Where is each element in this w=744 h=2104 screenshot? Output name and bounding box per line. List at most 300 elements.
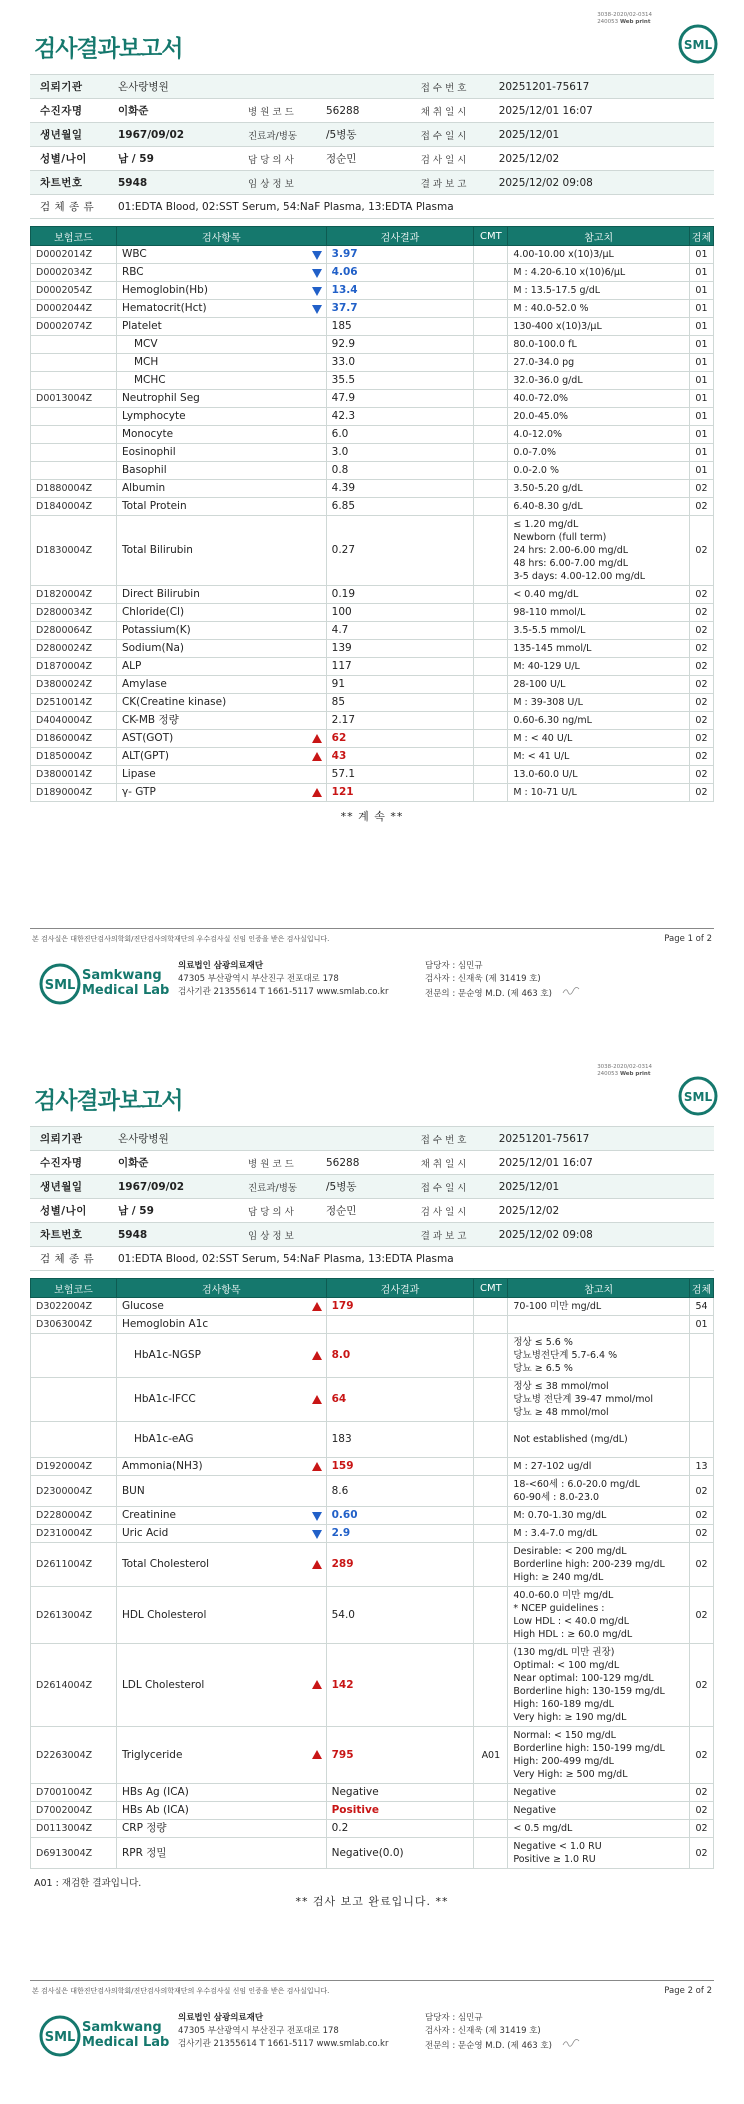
info-chart-label: 차트번호 <box>30 1223 112 1247</box>
insurance-code: D0113004Z <box>31 1820 117 1838</box>
result-value: 64 <box>326 1378 474 1422</box>
result-value: 121 <box>326 784 474 802</box>
table-row <box>31 480 714 498</box>
header-specimen: 검체 <box>689 1279 713 1298</box>
test-item-cell <box>116 498 326 516</box>
insurance-code <box>31 462 117 480</box>
table-row <box>31 658 714 676</box>
table-row <box>31 694 714 712</box>
info-hospcode-label: 병 원 코 드 <box>242 99 320 123</box>
table-row <box>31 1543 714 1587</box>
table-row <box>31 712 714 730</box>
insurance-code: D1840004Z <box>31 498 117 516</box>
test-item-cell <box>116 516 326 586</box>
test-item-cell <box>116 1644 326 1727</box>
staff-specialist-row <box>425 2038 580 2053</box>
result-value: 91 <box>326 676 474 694</box>
test-item-name: Ammonia(NH3) <box>121 1460 203 1472</box>
comment-code <box>474 676 508 694</box>
svg-text:SML: SML <box>44 978 76 993</box>
test-item-name: Total Cholesterol <box>121 1558 210 1570</box>
result-value: 0.60 <box>326 1507 474 1525</box>
test-item-name: RPR 정밀 <box>121 1846 167 1859</box>
insurance-code: D0002014Z <box>31 246 117 264</box>
info-org-value: 온사랑병원 <box>112 75 415 99</box>
info-hospcode-value: 56288 <box>320 1151 415 1175</box>
test-item-cell <box>116 1507 326 1525</box>
test-item-name: Hematocrit(Hct) <box>121 302 207 314</box>
test-item-name: CK(Creatine kinase) <box>121 696 227 708</box>
test-item-name: ALP <box>121 660 142 672</box>
info-clinical-value <box>320 171 415 195</box>
test-item-cell <box>116 462 326 480</box>
test-item-name: ALT(GPT) <box>121 750 170 762</box>
test-item-name: Amylase <box>121 678 167 690</box>
specimen-code: 02 <box>689 1838 713 1869</box>
info-row <box>30 123 714 147</box>
test-item-name: MCV <box>133 338 158 350</box>
info-doctor-label: 담 당 의 사 <box>242 1199 320 1223</box>
reference-range: 정상 ≤ 5.6 % 당뇨병전단계 5.7-6.4 % 당뇨 ≥ 6.5 % <box>508 1334 690 1378</box>
result-value: 795 <box>326 1727 474 1784</box>
reference-range: 3.5-5.5 mmol/L <box>508 622 690 640</box>
comment-code <box>474 622 508 640</box>
info-dob-label: 생년월일 <box>30 123 112 147</box>
test-item-name: Direct Bilirubin <box>121 588 200 600</box>
table-row <box>31 1784 714 1802</box>
comment-code <box>474 318 508 336</box>
comment-code <box>474 766 508 784</box>
test-item-name: Potassium(K) <box>121 624 191 636</box>
info-recvdate-value: 2025/12/01 <box>493 1175 714 1199</box>
stamp-line <box>597 19 652 26</box>
high-flag-triangle-icon <box>312 752 322 761</box>
footer-address <box>178 960 388 999</box>
info-sexage-value: 남 / 59 <box>112 1199 242 1223</box>
comment-code <box>474 1476 508 1507</box>
table-row <box>31 784 714 802</box>
test-item-name: AST(GOT) <box>121 732 174 744</box>
insurance-code <box>31 336 117 354</box>
test-item-name: Hemoglobin A1c <box>121 1318 209 1330</box>
info-row <box>30 99 714 123</box>
reference-range: M : 13.5-17.5 g/dL <box>508 282 690 300</box>
reference-range: (130 mg/dL 미만 권장) Optimal: < 100 mg/dL Near optimal: 100-129 mg/dL Borderline high: 130-159 mg/dL High: 160-189 mg/dL Very high: ≥ 190 mg/dL <box>508 1644 690 1727</box>
test-item-cell <box>116 390 326 408</box>
low-flag-triangle-icon <box>312 251 322 260</box>
stamp-code: 3038-2020/02-0314 <box>597 12 652 18</box>
info-patient-label: 수진자명 <box>30 1151 112 1175</box>
stamp-number: 240053 <box>597 19 619 25</box>
test-item-cell <box>116 586 326 604</box>
test-item-cell <box>116 1458 326 1476</box>
reference-range: 28-100 U/L <box>508 676 690 694</box>
specimen-code: 01 <box>689 282 713 300</box>
stamp-code: 3038-2020/02-0314 <box>597 1064 652 1070</box>
insurance-code: D2800034Z <box>31 604 117 622</box>
header-test-item: 검사항목 <box>116 227 326 246</box>
specimen-code: 01 <box>689 318 713 336</box>
table-row <box>31 246 714 264</box>
info-row <box>30 1151 714 1175</box>
comment-code <box>474 658 508 676</box>
test-item-cell <box>116 246 326 264</box>
test-item-name: RBC <box>121 266 144 278</box>
high-flag-triangle-icon <box>312 1351 322 1360</box>
reference-range: M : 10-71 U/L <box>508 784 690 802</box>
info-dept-label: 진료과/병동 <box>242 1175 320 1199</box>
comment-code <box>474 372 508 390</box>
info-recvdate-label: 접 수 일 시 <box>415 1175 493 1199</box>
specimen-code: 01 <box>689 1316 713 1334</box>
info-specimen-label: 검 체 종 류 <box>30 1247 112 1271</box>
insurance-code: D7001004Z <box>31 1784 117 1802</box>
reference-range: Negative <box>508 1784 690 1802</box>
insurance-code: D2310004Z <box>31 1525 117 1543</box>
reference-range: 70-100 미만 mg/dL <box>508 1298 690 1316</box>
test-item-name: Eosinophil <box>121 446 176 458</box>
test-item-cell <box>116 282 326 300</box>
comment-note: A01 : 재검한 결과입니다. <box>34 1878 142 1889</box>
test-item-name: Lipase <box>121 768 156 780</box>
sml-logo-icon <box>678 24 718 64</box>
high-flag-triangle-icon <box>312 788 322 797</box>
specimen-code: 02 <box>689 516 713 586</box>
specimen-code: 02 <box>689 1543 713 1587</box>
test-item-name: γ- GTP <box>121 786 156 798</box>
comment-code <box>474 1587 508 1644</box>
result-value: 2.17 <box>326 712 474 730</box>
test-item-cell <box>116 480 326 498</box>
signature-mark-icon <box>562 986 580 1000</box>
insurance-code <box>31 444 117 462</box>
result-value: 4.7 <box>326 622 474 640</box>
reference-range: 0.0-7.0% <box>508 444 690 462</box>
comment-code <box>474 640 508 658</box>
test-item-name: HBs Ag (ICA) <box>121 1786 189 1798</box>
header-insurance-code: 보험코드 <box>31 227 117 246</box>
result-value: Negative(0.0) <box>326 1838 474 1869</box>
info-reportdate-value: 2025/12/02 09:08 <box>493 1223 714 1247</box>
table-row <box>31 1476 714 1507</box>
reference-range: 135-145 mmol/L <box>508 640 690 658</box>
comment-code <box>474 730 508 748</box>
footer-address <box>178 2012 388 2051</box>
staff-specialist: 전문의 : 문순영 M.D. (제 463 호) <box>425 2041 552 2051</box>
test-item-name: Glucose <box>121 1300 164 1312</box>
foundation-name: 의료법인 삼광의료재단 <box>178 2013 264 2023</box>
staff-specialist: 전문의 : 문순영 M.D. (제 463 호) <box>425 989 552 999</box>
info-row <box>30 1223 714 1247</box>
test-item-cell <box>116 264 326 282</box>
result-value: 289 <box>326 1543 474 1587</box>
info-testdate-label: 검 사 일 시 <box>415 147 493 171</box>
info-testdate-value: 2025/12/02 <box>493 147 714 171</box>
header-result: 검사결과 <box>326 227 474 246</box>
info-dept-value: /5병동 <box>320 1175 415 1199</box>
footer-divider <box>30 928 714 929</box>
test-item-name: BUN <box>121 1484 145 1497</box>
reference-range: Negative < 1.0 RU Positive ≥ 1.0 RU <box>508 1838 690 1869</box>
table-row <box>31 748 714 766</box>
reference-range: 3.50-5.20 g/dL <box>508 480 690 498</box>
reference-range <box>508 1316 690 1334</box>
table-row <box>31 730 714 748</box>
comment-code <box>474 444 508 462</box>
specimen-code: 02 <box>689 1644 713 1727</box>
accreditation-notice: 본 검사실은 대한진단검사의학회/진단검사의학재단의 우수검사실 신임 인증을 받은 검사실입니다. <box>32 1987 330 1995</box>
samkwang-logo-text <box>82 968 169 998</box>
insurance-code: D2300004Z <box>31 1476 117 1507</box>
info-recvdate-label: 접 수 일 시 <box>415 123 493 147</box>
test-item-cell <box>116 640 326 658</box>
insurance-code: D3022004Z <box>31 1298 117 1316</box>
reference-range: M: 40-129 U/L <box>508 658 690 676</box>
info-testdate-label: 검 사 일 시 <box>415 1199 493 1223</box>
contact-line: 검사기관 21355614 T 1661-5117 www.smlab.co.kr <box>178 987 389 997</box>
insurance-code: D0002054Z <box>31 282 117 300</box>
insurance-code: D1880004Z <box>31 480 117 498</box>
reference-range: 18-<60세 : 6.0-20.0 mg/dL 60-90세 : 8.0-23.0 <box>508 1476 690 1507</box>
high-flag-triangle-icon <box>312 1395 322 1404</box>
comment-code <box>474 264 508 282</box>
test-item-cell <box>116 372 326 390</box>
test-item-name: Creatinine <box>121 1509 176 1521</box>
info-row <box>30 1199 714 1223</box>
low-flag-triangle-icon <box>312 1530 322 1539</box>
header-test-item: 검사항목 <box>116 1279 326 1298</box>
result-value <box>326 1316 474 1334</box>
reference-range: 0.60-6.30 ng/mL <box>508 712 690 730</box>
test-item-cell <box>116 300 326 318</box>
footer-staff <box>425 960 580 1001</box>
insurance-code: D3063004Z <box>31 1316 117 1334</box>
results-header-row <box>31 1279 714 1298</box>
reference-range: Desirable: < 200 mg/dL Borderline high: 200-239 mg/dL High: ≥ 240 mg/dL <box>508 1543 690 1587</box>
report-page-2 <box>0 1052 744 2104</box>
result-value: Positive <box>326 1802 474 1820</box>
table-row <box>31 1644 714 1727</box>
results-table <box>30 226 714 802</box>
specimen-code: 01 <box>689 408 713 426</box>
result-value: 100 <box>326 604 474 622</box>
info-collect-label: 채 취 일 시 <box>415 99 493 123</box>
test-item-cell <box>116 408 326 426</box>
specimen-code <box>689 1334 713 1378</box>
table-row <box>31 1298 714 1316</box>
test-item-cell <box>116 766 326 784</box>
insurance-code: D1890004Z <box>31 784 117 802</box>
result-value: 6.85 <box>326 498 474 516</box>
insurance-code <box>31 1334 117 1378</box>
result-value: 0.27 <box>326 516 474 586</box>
reference-range: 4.00-10.00 x(10)3/μL <box>508 246 690 264</box>
specimen-code: 01 <box>689 390 713 408</box>
info-doctor-value: 정순민 <box>320 147 415 171</box>
test-item-cell <box>116 1298 326 1316</box>
result-value: 47.9 <box>326 390 474 408</box>
specimen-code: 01 <box>689 372 713 390</box>
footer-divider <box>30 1980 714 1981</box>
test-item-name: HbA1c-NGSP <box>133 1349 201 1361</box>
test-item-cell <box>116 622 326 640</box>
stamp-line <box>597 1071 652 1078</box>
info-doctor-label: 담 당 의 사 <box>242 147 320 171</box>
svg-text:SML: SML <box>683 1090 713 1104</box>
reference-range: M: < 41 U/L <box>508 748 690 766</box>
test-item-name: MCH <box>133 356 159 368</box>
comment-code <box>474 1784 508 1802</box>
test-item-name: Platelet <box>121 320 162 332</box>
high-flag-triangle-icon <box>312 1750 322 1759</box>
table-row <box>31 604 714 622</box>
specimen-code: 02 <box>689 1525 713 1543</box>
specimen-code: 02 <box>689 712 713 730</box>
samkwang-logo-text <box>82 2020 169 2050</box>
results-table <box>30 1278 714 1869</box>
info-patient-label: 수진자명 <box>30 99 112 123</box>
sml-logo-icon <box>678 1076 718 1116</box>
header-cmt: CMT <box>474 1279 508 1298</box>
result-value: 179 <box>326 1298 474 1316</box>
reference-range: 130-400 x(10)3/μL <box>508 318 690 336</box>
insurance-code: D3800024Z <box>31 676 117 694</box>
test-item-name: HbA1c-IFCC <box>133 1393 196 1405</box>
test-item-cell <box>116 1525 326 1543</box>
stamp-number: 240053 <box>597 1071 619 1077</box>
test-item-cell <box>116 748 326 766</box>
specimen-code: 01 <box>689 300 713 318</box>
footer-staff <box>425 2012 580 2053</box>
table-row <box>31 282 714 300</box>
test-item-cell <box>116 426 326 444</box>
result-value: 54.0 <box>326 1587 474 1644</box>
reference-range: 40.0-60.0 미만 mg/dL * NCEP guidelines : Low HDL : < 40.0 mg/dL High HDL : ≥ 60.0 mg/dL <box>508 1587 690 1644</box>
test-item-name: Total Bilirubin <box>121 544 193 556</box>
test-item-name: Basophil <box>121 464 167 476</box>
specimen-code <box>689 1378 713 1422</box>
test-item-cell <box>116 354 326 372</box>
specimen-code: 02 <box>689 622 713 640</box>
info-sexage-value: 남 / 59 <box>112 147 242 171</box>
table-row <box>31 1316 714 1334</box>
reference-range: M : 3.4-7.0 mg/dL <box>508 1525 690 1543</box>
report-complete-text: ** 검사 보고 완료입니다. ** <box>295 1895 449 1908</box>
result-value: 159 <box>326 1458 474 1476</box>
specimen-code: 01 <box>689 354 713 372</box>
comment-code <box>474 712 508 730</box>
info-specimen-value: 01:EDTA Blood, 02:SST Serum, 54:NaF Plasma, 13:EDTA Plasma <box>112 195 714 219</box>
table-row <box>31 426 714 444</box>
test-item-name: WBC <box>121 248 147 260</box>
specimen-code: 02 <box>689 1784 713 1802</box>
reference-range: M : 4.20-6.10 x(10)6/μL <box>508 264 690 282</box>
continue-text: ** 계 속 ** <box>340 810 404 823</box>
test-item-name: Hemoglobin(Hb) <box>121 284 208 296</box>
table-row <box>31 1820 714 1838</box>
result-value: 183 <box>326 1422 474 1458</box>
high-flag-triangle-icon <box>312 734 322 743</box>
info-reportdate-label: 결 과 보 고 <box>415 1223 493 1247</box>
info-dept-value: /5병동 <box>320 123 415 147</box>
test-item-name: HbA1c-eAG <box>133 1433 194 1445</box>
info-doctor-value: 정순민 <box>320 1199 415 1223</box>
result-value: 3.97 <box>326 246 474 264</box>
test-item-cell <box>116 676 326 694</box>
insurance-code: D2614004Z <box>31 1644 117 1727</box>
comment-code <box>474 586 508 604</box>
comment-code <box>474 1298 508 1316</box>
comment-code <box>474 1644 508 1727</box>
info-row <box>30 75 714 99</box>
staff-tester: 검사자 : 신재욱 (제 31419 호) <box>425 974 541 984</box>
info-specimen-value: 01:EDTA Blood, 02:SST Serum, 54:NaF Plasma, 13:EDTA Plasma <box>112 1247 714 1271</box>
reference-range: 32.0-36.0 g/dL <box>508 372 690 390</box>
reference-range: M : 27-102 ug/dl <box>508 1458 690 1476</box>
test-item-cell <box>116 712 326 730</box>
reference-range: 40.0-72.0% <box>508 390 690 408</box>
insurance-code: D1870004Z <box>31 658 117 676</box>
table-row <box>31 462 714 480</box>
info-collect-value: 2025/12/01 16:07 <box>493 99 714 123</box>
comment-code <box>474 1820 508 1838</box>
info-org-label: 의뢰기관 <box>30 1127 112 1151</box>
staff-manager: 담당자 : 심민규 <box>425 2013 483 2023</box>
specimen-code: 02 <box>689 604 713 622</box>
table-row <box>31 622 714 640</box>
table-row <box>31 1587 714 1644</box>
comment-code <box>474 426 508 444</box>
signature-mark-icon <box>562 2038 580 2052</box>
result-value: 6.0 <box>326 426 474 444</box>
specimen-code: 02 <box>689 586 713 604</box>
result-value: 42.3 <box>326 408 474 426</box>
comment-code <box>474 1378 508 1422</box>
specimen-code: 01 <box>689 264 713 282</box>
test-item-name: HBs Ab (ICA) <box>121 1804 189 1816</box>
table-row <box>31 676 714 694</box>
info-sexage-label: 성별/나이 <box>30 147 112 171</box>
reference-range: 20.0-45.0% <box>508 408 690 426</box>
test-item-cell <box>116 318 326 336</box>
comment-code <box>474 1543 508 1587</box>
comment-code <box>474 408 508 426</box>
reference-range: M : < 40 U/L <box>508 730 690 748</box>
result-value: 3.0 <box>326 444 474 462</box>
table-row <box>31 498 714 516</box>
comment-code <box>474 1525 508 1543</box>
specimen-code: 02 <box>689 1802 713 1820</box>
header-reference: 참고치 <box>508 227 690 246</box>
comment-code <box>474 354 508 372</box>
logo-line-1: Samkwang <box>82 2020 162 2035</box>
high-flag-triangle-icon <box>312 1462 322 1471</box>
report-title: 검사결과보고서 <box>34 36 183 62</box>
test-item-name: CK-MB 정량 <box>121 714 179 726</box>
low-flag-triangle-icon <box>312 287 322 296</box>
info-receipt-value: 20251201-75617 <box>493 75 714 99</box>
info-recvdate-value: 2025/12/01 <box>493 123 714 147</box>
table-row <box>31 408 714 426</box>
insurance-code: D1820004Z <box>31 586 117 604</box>
specimen-code: 02 <box>689 1727 713 1784</box>
result-value: 43 <box>326 748 474 766</box>
test-item-name: Uric Acid <box>121 1527 169 1539</box>
test-item-cell <box>116 604 326 622</box>
specimen-code: 02 <box>689 676 713 694</box>
logo-line-2: Medical Lab <box>82 2035 170 2050</box>
comment-code <box>474 1838 508 1869</box>
